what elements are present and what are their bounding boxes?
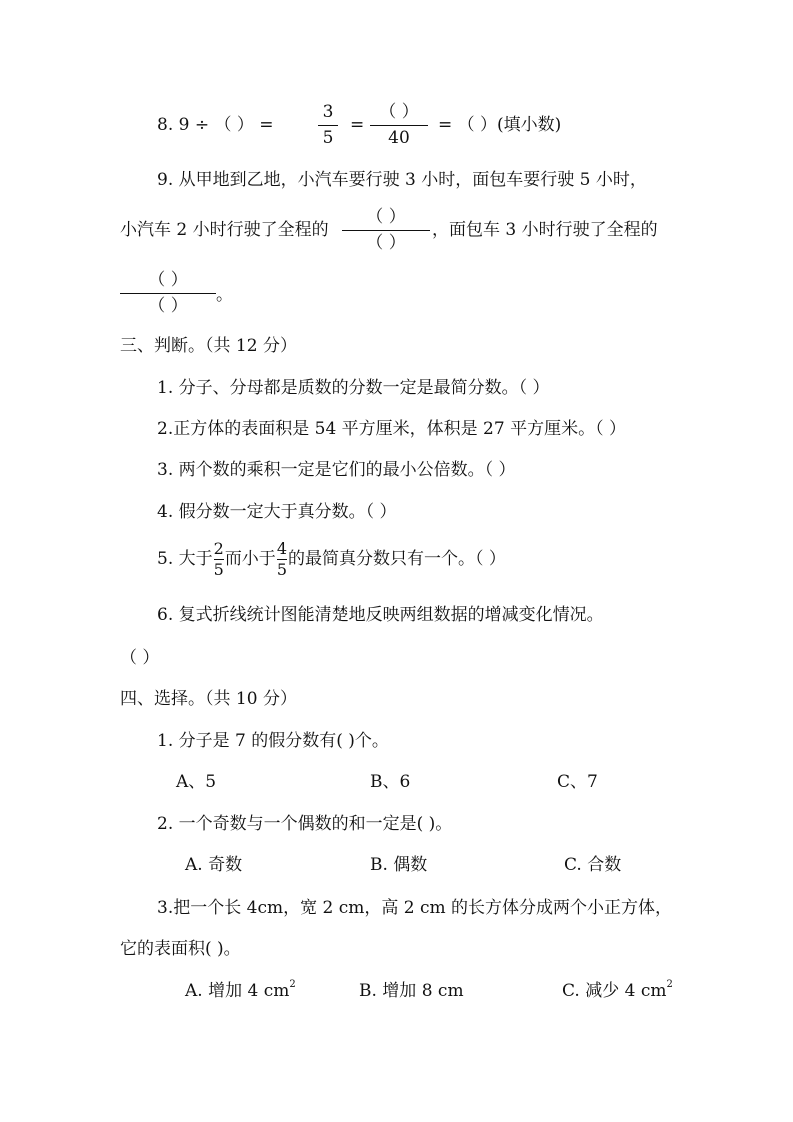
s3-item5-frac1	[214, 541, 224, 578]
q8-suffix: = （ ）(填小数)	[438, 115, 562, 135]
s4-q1-option-b: B、6	[370, 772, 411, 792]
q8-f1-den: 5	[322, 128, 334, 148]
q8-f2-num: （ ）	[379, 102, 419, 122]
s3-item5-post: 的最简真分数只有一个。（ ）	[288, 549, 506, 569]
q8-fraction-2	[370, 104, 428, 147]
s4-q1-option-a: A、5	[176, 772, 217, 792]
q9-fb-den: （ ）	[148, 296, 188, 316]
s4-q3-opt-a-text: A. 增加 4 cm	[185, 981, 290, 1001]
s3-item-1: 1. 分子、分母都是质数的分数一定是最简分数。（ ）	[157, 378, 550, 398]
s4-q3-text1: 3.把一个长 4cm，宽 2 cm，高 2 cm 的长方体分成两个小正方体，	[157, 898, 673, 918]
q9-line1: 9. 从甲地到乙地，小汽车要行驶 3 小时，面包车要行驶 5 小时，	[157, 170, 647, 190]
s3-item5-frac2	[277, 541, 287, 578]
q9-end: 。	[216, 285, 233, 305]
q8-fraction-1	[318, 104, 338, 147]
s4-q1-text: 1. 分子是 7 的假分数有( )个。	[157, 731, 389, 751]
s4-q1-option-c: C、7	[557, 772, 598, 792]
q9-line2-pre: 小汽车 2 小时行驶了全程的	[120, 220, 329, 240]
s4-q2-text: 2. 一个奇数与一个偶数的和一定是( )。	[157, 814, 453, 834]
section4-title: 四、选择。（共 10 分）	[120, 689, 297, 709]
q8-equals: =	[350, 115, 365, 135]
s4-q3-opt-c-sup: 2	[666, 979, 673, 990]
s3-i5-f1-den: 5	[213, 560, 224, 579]
s3-item-6: 6. 复式折线统计图能清楚地反映两组数据的增减变化情况。	[157, 605, 604, 625]
q8-f2-den: 40	[388, 128, 410, 148]
s3-item-2: 2.正方体的表面积是 54 平方厘米，体积是 27 平方厘米。（ ）	[157, 419, 627, 439]
q9-fa-den: （ ）	[366, 233, 406, 253]
q9-fa-num: （ ）	[366, 207, 406, 227]
s3-item5-mid: 而小于	[224, 549, 276, 569]
q9-line2-post: ，面包车 3 小时行驶了全程的	[432, 220, 658, 240]
s3-item-5	[157, 541, 506, 578]
s4-q3-text2: 它的表面积( )。	[120, 939, 241, 959]
s4-q3-option-b: B. 增加 8 cm	[359, 981, 464, 1001]
s4-q3-opt-a-sup: 2	[289, 979, 296, 990]
q9-fraction-b	[120, 272, 216, 315]
s4-q2-option-b: B. 偶数	[370, 855, 428, 875]
s4-q2-option-c: C. 合数	[564, 855, 622, 875]
s4-q3-option-a	[185, 979, 296, 1001]
q9-fb-num: （ ）	[148, 270, 188, 290]
section3-title: 三、判断。（共 12 分）	[120, 336, 297, 356]
s3-item-6-paren: （ ）	[120, 648, 160, 668]
s3-item5-pre: 5. 大于	[157, 549, 213, 569]
s3-i5-f1-num: 2	[213, 539, 224, 558]
q8-prefix: 8. 9 ÷ （ ） =	[157, 115, 274, 135]
s3-i5-f2-num: 4	[276, 539, 287, 558]
s3-i5-f2-den: 5	[276, 560, 287, 579]
s3-item-4: 4. 假分数一定大于真分数。（ ）	[157, 502, 397, 522]
q9-fraction-a	[342, 209, 430, 252]
s4-q2-option-a: A. 奇数	[185, 855, 243, 875]
s3-item-3: 3. 两个数的乘积一定是它们的最小公倍数。（ ）	[157, 460, 516, 480]
s4-q3-opt-c-text: C. 减少 4 cm	[562, 981, 667, 1001]
q8-f1-num: 3	[322, 102, 334, 122]
s4-q3-option-c	[562, 979, 673, 1001]
